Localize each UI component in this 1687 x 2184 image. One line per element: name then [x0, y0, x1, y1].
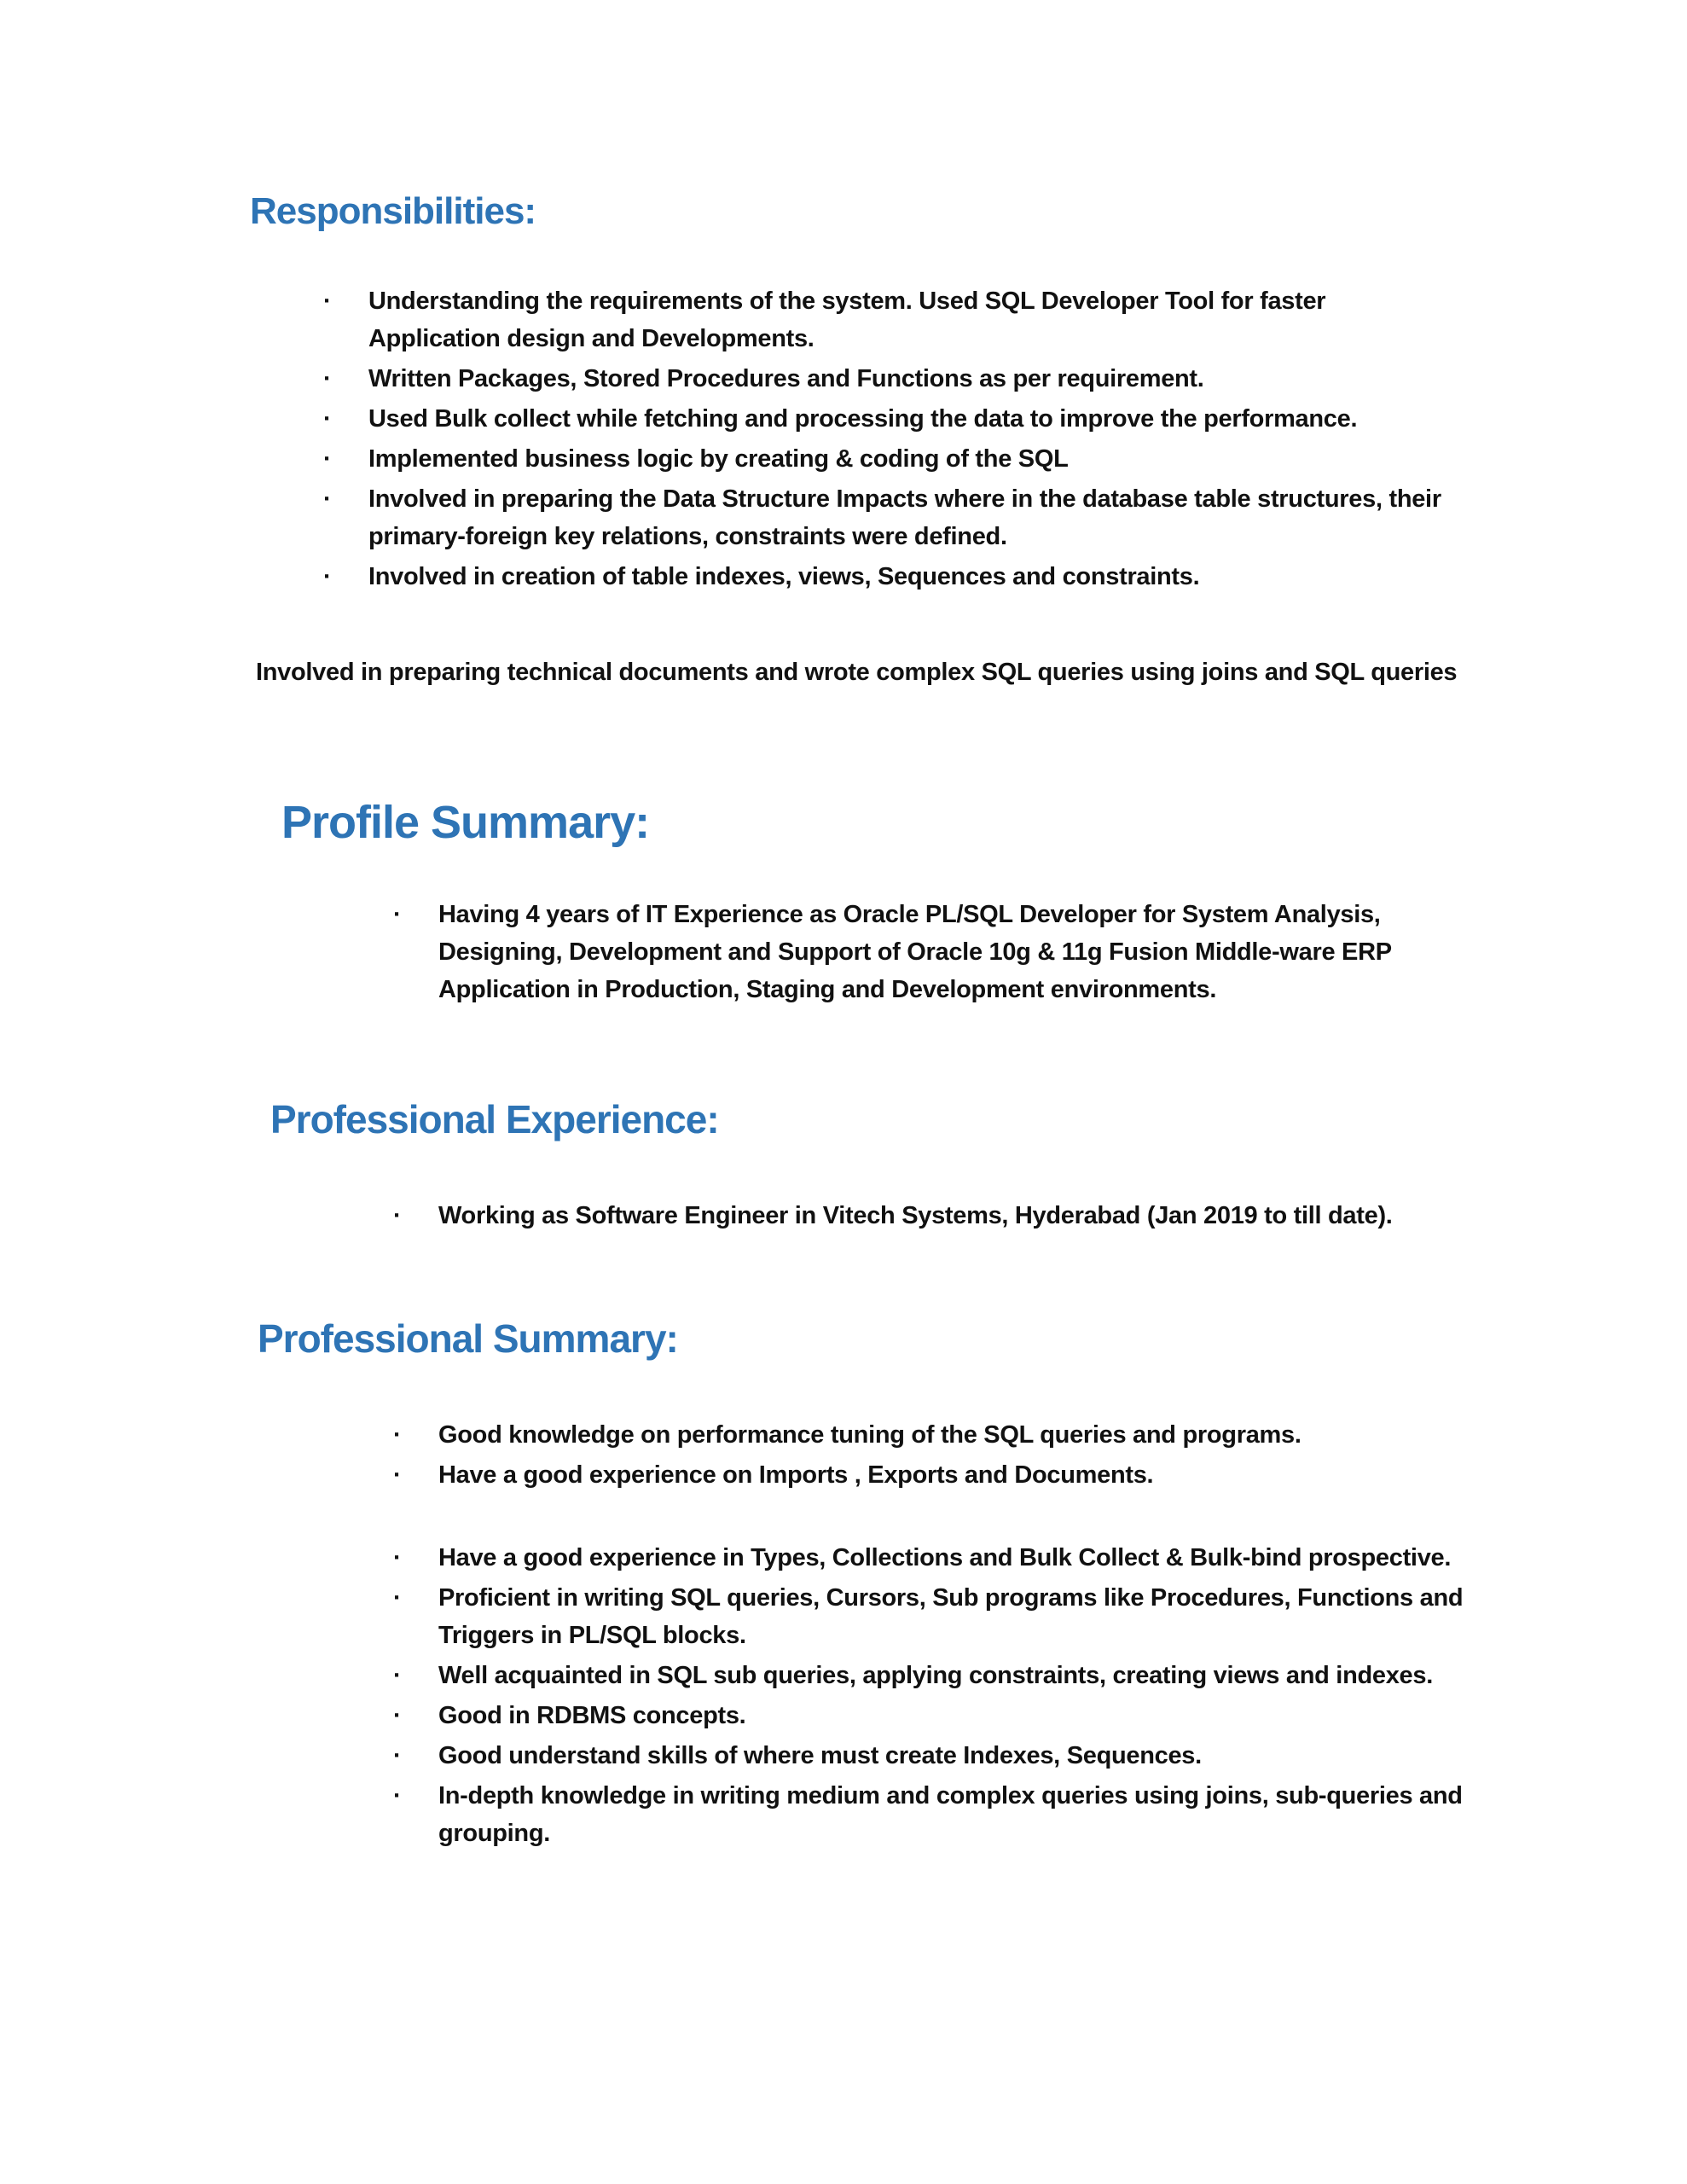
- list-item: [391, 1416, 1486, 1454]
- bullet-icon: ·: [393, 1202, 402, 1229]
- list-item-text: Implemented business logic by creating & coding of the SQL: [368, 445, 1069, 473]
- list-item-text: Proficient in writing SQL queries, Cursors, Sub programs like Procedures, Functions and Triggers in PL/SQL blocks.: [438, 1584, 1464, 1649]
- list-item-text: Well acquainted in SQL sub queries, applying constraints, creating views and indexes.: [438, 1662, 1433, 1689]
- bullet-icon: ·: [393, 1702, 402, 1729]
- list-item: [391, 1539, 1486, 1577]
- list-item: [391, 1657, 1486, 1694]
- list-item-text: Good in RDBMS concepts.: [438, 1702, 746, 1729]
- list-item-text: Involved in preparing the Data Structure Impacts where in the database table structures, their primary-foreign key relations, constraints were defined.: [368, 485, 1441, 550]
- list-item-text: Working as Software Engineer in Vitech Systems, Hyderabad (Jan 2019 to till date).: [438, 1202, 1393, 1229]
- list-item: [321, 282, 1460, 357]
- bullet-icon: ·: [393, 1421, 402, 1449]
- bullet-icon: ·: [393, 1461, 402, 1489]
- bullet-icon: ·: [393, 1662, 402, 1689]
- bullet-icon: ·: [323, 485, 332, 513]
- bullet-icon: ·: [323, 288, 332, 315]
- bullet-icon: ·: [323, 365, 332, 392]
- bullet-icon: ·: [393, 1782, 402, 1809]
- list-item: [321, 558, 1460, 595]
- list-item: [321, 480, 1460, 555]
- bullet-icon: ·: [323, 405, 332, 433]
- responsibilities-paragraph: Involved in preparing technical documents and wrote complex SQL queries using joins and SQL queries: [256, 659, 1458, 686]
- list-item: [391, 1737, 1486, 1774]
- list-item-text: In-depth knowledge in writing medium and complex queries using joins, sub-queries and grouping.: [438, 1782, 1463, 1847]
- list-item: [321, 360, 1460, 398]
- list-item-text: Having 4 years of IT Experience as Oracle PL/SQL Developer for System Analysis, Designing, Development and Support of Oracle 10g & 11g Fusion Middle-ware ERP Application in Production, Staging and Development environments.: [438, 901, 1392, 1003]
- bullet-icon: ·: [323, 563, 332, 590]
- professional-summary-list: [391, 1416, 1486, 1855]
- list-item: [391, 1777, 1486, 1852]
- bullet-icon: ·: [393, 1584, 402, 1612]
- profile-summary-heading: Profile Summary:: [281, 797, 650, 848]
- list-item: [321, 440, 1460, 478]
- list-item-text: Good understand skills of where must create Indexes, Sequences.: [438, 1742, 1202, 1769]
- list-item: [391, 1697, 1486, 1734]
- bullet-icon: ·: [393, 1544, 402, 1571]
- list-item-text: Understanding the requirements of the system. Used SQL Developer Tool for faster Application design and Developments.: [368, 288, 1326, 352]
- professional-summary-heading: Professional Summary:: [258, 1316, 678, 1361]
- list-item-text: Involved in creation of table indexes, views, Sequences and constraints.: [368, 563, 1200, 590]
- responsibilities-list: [321, 282, 1460, 598]
- list-item-text: Written Packages, Stored Procedures and Functions as per requirement.: [368, 365, 1204, 392]
- responsibilities-heading: Responsibilities:: [250, 190, 536, 232]
- professional-experience-heading: Professional Experience:: [270, 1097, 719, 1141]
- bullet-icon: ·: [323, 445, 332, 473]
- list-item: [391, 1197, 1486, 1234]
- list-item: [391, 1456, 1486, 1494]
- list-item: [391, 1579, 1486, 1654]
- list-item-text: Used Bulk collect while fetching and processing the data to improve the performance.: [368, 405, 1358, 433]
- list-item-text: Good knowledge on performance tuning of the SQL queries and programs.: [438, 1421, 1301, 1449]
- professional-experience-list: [391, 1197, 1486, 1237]
- bullet-icon: ·: [393, 901, 402, 928]
- bullet-icon: ·: [393, 1742, 402, 1769]
- list-item: [391, 896, 1486, 1008]
- list-item: [321, 400, 1460, 438]
- profile-summary-list: [391, 896, 1486, 1011]
- list-item-text: Have a good experience in Types, Collections and Bulk Collect & Bulk-bind prospective.: [438, 1544, 1452, 1571]
- list-item-text: Have a good experience on Imports , Exports and Documents.: [438, 1461, 1154, 1489]
